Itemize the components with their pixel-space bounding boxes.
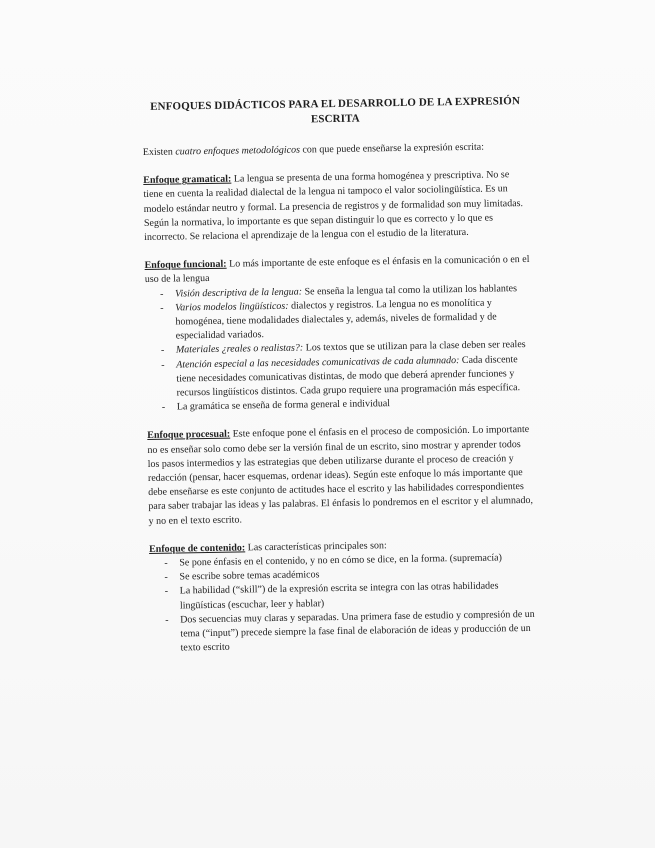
- list-item: [176, 353, 533, 401]
- list-item-text: La gramática se enseña de forma general e individual: [176, 398, 391, 413]
- list-item-text: dialectos y registros. La lengua no es monolítica y homogénea, tiene modalidades dialectales y, además, niveles de formalidad y de especialidad variados.: [175, 297, 497, 342]
- section-heading-contenido: Enfoque de contenido:: [148, 542, 246, 555]
- section-contenido: [149, 537, 537, 657]
- section-paragraph: [147, 423, 535, 528]
- section-gramatical: [143, 168, 530, 245]
- list-item-label: Materiales ¿reales o realistas?:: [175, 342, 304, 356]
- list-item-text: Dos secuencias muy claras y separadas. Una primera fase de estudio y compresión de un tema (“input”) precede siempre la fase final de elaboración de ideas y producción de un texto escrito: [180, 608, 535, 654]
- section-text: Este enfoque pone el énfasis en el proceso de composición. Lo importante no es enseñar solo como debe ser la versión final de un escrito, sino mostrar y aprender todos los pasos intermedios y las estrategias que deben utilizarse durante el proceso de creación y redacción (pensar, hacer esquemas, ordenar ideas). Según este enfoque lo más importante que debe enseñarse es este conjunto de actitudes hace el escrito y las habilidades correspondientes para saber trabajar las ideas y las palabras. El énfasis lo pondremos en el escritor y el alumnado, y no en el texto escrito.: [147, 424, 534, 527]
- section-text: Las características principales son:: [245, 540, 387, 554]
- list-item-label: Varios modelos lingüísticos:: [175, 300, 289, 314]
- list-item-text: Se pone énfasis en el contenido, y no en cómo se dice, en la forma. (supremacía): [179, 552, 502, 569]
- intro-emphasis: cuatro enfoques metodológicos: [175, 144, 301, 158]
- document-title: ENFOQUES DIDÁCTICOS PARA EL DESARROLLO DE LA EXPRESIÓN ESCRITA: [150, 95, 521, 126]
- list-item: [180, 608, 537, 656]
- list-item-text: Cada discente tiene necesidades comunicativas distintas, de modo que deberá aprender funciones y recursos lingüísticos distintos. Cada grupo requiere una programación más específica.: [176, 353, 521, 399]
- list-item-text: Los textos que se utilizan para la clase deben ser reales: [303, 339, 526, 354]
- contenido-list: [149, 551, 537, 656]
- funcional-list: [145, 282, 533, 416]
- list-item-text: Se enseña la lengua tal como la utilizan los hablantes: [301, 282, 518, 298]
- list-item: [175, 296, 532, 344]
- intro-paragraph: [143, 140, 529, 160]
- list-item-label: Visión descriptiva de la lengua:: [174, 286, 303, 300]
- section-heading-funcional: Enfoque funcional:: [144, 258, 227, 272]
- list-item-text: Se escribe sobre temas académicos: [179, 569, 320, 583]
- section-funcional: [145, 253, 533, 415]
- section-heading-procesual: Enfoque procesual:: [147, 429, 231, 442]
- section-heading-gramatical: Enfoque gramatical:: [143, 173, 232, 187]
- intro-before: Existen: [142, 146, 176, 158]
- section-text: La lengua se presenta de una forma homogénea y prescriptiva. No se tiene en cuenta la realidad dialectal de la lengua ni tampoco el valor sociolingüística. Es un modelo estándar neutro y formal. La presencia de registros y de formalidad son muy limitadas. Según la normativa, lo importante es que sepan distinguir lo que es correcto y lo que es incorrecto. Se relaciona el aprendizaje de la lengua con el estudio de la literatura.: [143, 169, 524, 243]
- list-item-text: La habilidad (“skill”) de la expresión escrita se integra con las otras habilidades lingüísticas (escuchar, leer y hablar): [179, 580, 499, 612]
- intro-after: con que puede enseñarse la expresión escrita:: [299, 141, 485, 156]
- document-body: [142, 94, 537, 670]
- section-text: Lo más importante de este enfoque es el énfasis en la comunicación o en el uso de la lengua: [144, 254, 530, 286]
- section-paragraph: [143, 168, 530, 245]
- list-item-label: Atención especial a las necesidades comunicativas de cada alumnado:: [176, 354, 460, 371]
- section-procesual: [147, 423, 535, 528]
